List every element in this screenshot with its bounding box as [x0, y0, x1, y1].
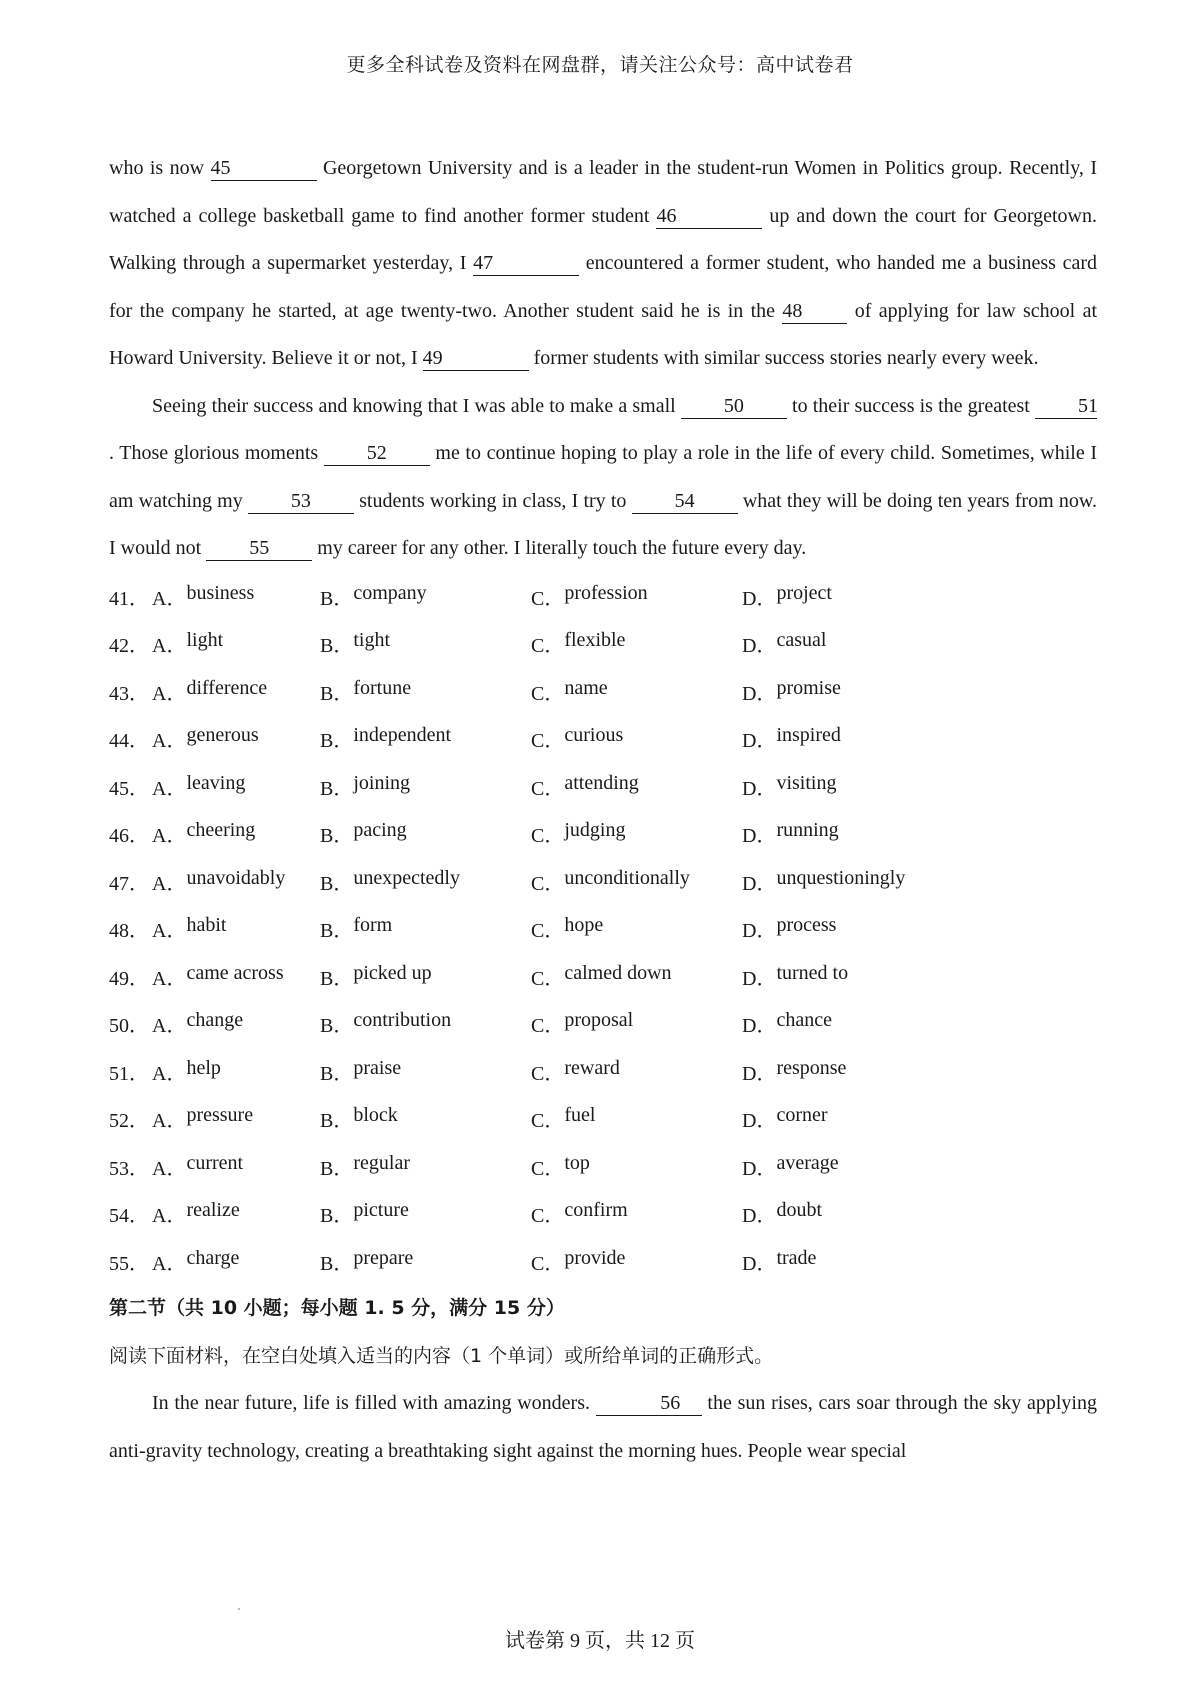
option-a — [152, 582, 320, 611]
option-a — [152, 772, 320, 801]
option-letter: D． — [742, 920, 777, 943]
option-letter: B． — [320, 872, 354, 895]
option-letter: C． — [531, 730, 565, 753]
option-letter: D． — [742, 872, 777, 895]
question-number: 54． — [109, 1205, 149, 1228]
option-text: difference — [186, 676, 268, 699]
option-c — [531, 1247, 742, 1276]
question-number: 43． — [109, 682, 149, 705]
option-letter: D． — [742, 1062, 777, 1085]
option-c — [531, 819, 742, 848]
option-letter: D． — [742, 1157, 777, 1180]
question-row — [109, 953, 1097, 1001]
option-c — [531, 629, 742, 658]
option-d — [742, 1104, 953, 1133]
option-letter: B． — [320, 682, 354, 705]
option-letter: C． — [531, 825, 565, 848]
option-text: corner — [776, 1104, 828, 1127]
option-letter: A． — [152, 587, 187, 610]
section-title: 第二节（共 10 小题；每小题 1. 5 分，满分 15 分） — [109, 1297, 565, 1319]
option-a — [152, 724, 320, 753]
option-d — [742, 914, 953, 943]
option-letter: D． — [742, 825, 777, 848]
option-letter: D． — [742, 635, 777, 658]
option-letter: C． — [531, 587, 565, 610]
option-letter: B． — [320, 1015, 354, 1038]
option-letter: A． — [152, 967, 187, 990]
option-a — [152, 962, 320, 991]
option-letter: D． — [742, 1015, 777, 1038]
option-text: calmed down — [564, 961, 672, 984]
option-text: unquestioningly — [776, 866, 906, 889]
option-b — [320, 1152, 531, 1181]
option-text: pressure — [186, 1104, 254, 1127]
option-letter: A． — [152, 1205, 187, 1228]
option-text: doubt — [776, 1199, 823, 1222]
option-c — [531, 1009, 742, 1038]
option-letter: C． — [531, 1205, 565, 1228]
option-text: unexpectedly — [353, 866, 460, 889]
question-row — [109, 620, 1097, 668]
option-b — [320, 1199, 531, 1228]
option-text: prepare — [353, 1246, 414, 1269]
option-text: profession — [564, 581, 648, 604]
option-b — [320, 962, 531, 991]
text-segment: to their success is the greatest — [786, 394, 1035, 417]
text-segment: students working in class, I try to — [353, 489, 632, 512]
option-text: attending — [564, 771, 639, 794]
text-segment: former students with similar success stories nearly every week. — [528, 347, 1039, 369]
option-b — [320, 629, 531, 658]
question-number: 49． — [109, 967, 149, 990]
text-segment: what they will be doing ten years from now. I would not — [109, 489, 1097, 559]
question-row — [109, 668, 1097, 716]
option-b — [320, 772, 531, 801]
option-c — [531, 582, 742, 611]
question-number: 51． — [109, 1062, 149, 1085]
option-text: contribution — [353, 1009, 452, 1032]
blank-53: 53 — [248, 489, 354, 514]
question-row — [109, 1238, 1097, 1286]
question-row — [109, 858, 1097, 906]
option-c — [531, 1199, 742, 1228]
option-text: picked up — [353, 961, 432, 984]
option-letter: B． — [320, 1205, 354, 1228]
option-text: provide — [564, 1246, 626, 1269]
option-d — [742, 1057, 953, 1086]
option-letter: D． — [742, 1205, 777, 1228]
option-letter: D． — [742, 587, 777, 610]
blank-49: 49 — [423, 346, 529, 371]
option-b — [320, 914, 531, 943]
option-letter: C． — [531, 635, 565, 658]
text-segment: up and down the court for Georgetown. Walking through a supermarket yesterday, I — [109, 204, 1097, 274]
option-letter: B． — [320, 967, 354, 990]
option-text: confirm — [564, 1199, 628, 1222]
option-letter: C． — [531, 1062, 565, 1085]
option-a — [152, 914, 320, 943]
option-letter: A． — [152, 777, 187, 800]
option-text: running — [776, 819, 839, 842]
option-letter: B． — [320, 1252, 354, 1275]
passage-paragraph-2 — [109, 383, 1097, 573]
question-number: 55． — [109, 1252, 149, 1275]
text-segment: encountered a former student, who handed me a business card for the company he started, at age twenty-two. Another student said he is in the — [109, 252, 1097, 322]
option-b — [320, 1104, 531, 1133]
option-d — [742, 629, 953, 658]
question-row — [109, 1143, 1097, 1191]
question-number: 45． — [109, 777, 149, 800]
question-row — [109, 810, 1097, 858]
option-d — [742, 962, 953, 991]
option-letter: C． — [531, 1157, 565, 1180]
option-letter: C． — [531, 777, 565, 800]
passage-paragraph-3 — [109, 1380, 1097, 1475]
option-text: help — [186, 1056, 221, 1079]
option-text: top — [564, 1151, 590, 1174]
option-d — [742, 582, 953, 611]
page-footer: 试卷第 9 页，共 12 页 — [505, 1630, 695, 1652]
option-letter: A． — [152, 682, 187, 705]
blank-45: 45 — [211, 156, 317, 181]
text-segment: Georgetown University and is a leader in the student-run Women in Politics group. Recently, I watched a college basketball game to find another former student — [109, 157, 1097, 227]
option-c — [531, 772, 742, 801]
option-a — [152, 1152, 320, 1181]
text-segment: my career for any other. I literally touch the future every day. — [312, 537, 807, 559]
blank-54: 54 — [632, 489, 738, 514]
option-text: independent — [353, 724, 452, 747]
option-text: unavoidably — [186, 866, 286, 889]
option-letter: A． — [152, 1015, 187, 1038]
option-letter: A． — [152, 1157, 187, 1180]
question-row — [109, 905, 1097, 953]
option-letter: B． — [320, 1110, 354, 1133]
question-number: 50． — [109, 1015, 149, 1038]
question-number: 46． — [109, 825, 149, 848]
page-header-banner: 更多全科试卷及资料在网盘群，请关注公众号：高中试卷君 — [346, 55, 854, 76]
section-instruction: 阅读下面材料，在空白处填入适当的内容（1 个单词）或所给单词的正确形式。 — [109, 1344, 774, 1367]
option-text: habit — [186, 914, 227, 937]
option-letter: B． — [320, 777, 354, 800]
option-text: cheering — [186, 819, 256, 842]
option-text: picture — [353, 1199, 409, 1222]
option-letter: B． — [320, 730, 354, 753]
question-number: 52． — [109, 1110, 149, 1133]
option-b — [320, 724, 531, 753]
blank-51: 51 — [1035, 394, 1097, 419]
option-b — [320, 677, 531, 706]
option-text: unconditionally — [564, 866, 690, 889]
option-letter: D． — [742, 730, 777, 753]
option-text: average — [776, 1151, 839, 1174]
option-text: praise — [353, 1056, 402, 1079]
blank-46: 46 — [656, 204, 762, 229]
option-d — [742, 1009, 953, 1038]
option-text: joining — [353, 771, 411, 794]
question-row — [109, 715, 1097, 763]
option-text: project — [776, 581, 832, 604]
question-number: 42． — [109, 635, 149, 658]
option-b — [320, 1057, 531, 1086]
option-text: generous — [186, 724, 259, 747]
option-letter: B． — [320, 635, 354, 658]
question-options-list — [109, 573, 1097, 1286]
question-row — [109, 1190, 1097, 1238]
option-text: business — [186, 581, 255, 604]
option-letter: B． — [320, 825, 354, 848]
option-letter: A． — [152, 920, 187, 943]
blank-52: 52 — [324, 441, 430, 466]
question-row — [109, 763, 1097, 811]
option-d — [742, 867, 953, 896]
option-c — [531, 914, 742, 943]
option-b — [320, 582, 531, 611]
option-letter: A． — [152, 1252, 187, 1275]
option-letter: A． — [152, 825, 187, 848]
question-number: 41． — [109, 587, 149, 610]
option-d — [742, 1199, 953, 1228]
option-letter: C． — [531, 967, 565, 990]
option-letter: B． — [320, 1157, 354, 1180]
option-text: casual — [776, 629, 827, 652]
blank-56: 56 — [596, 1391, 702, 1416]
question-number: 47． — [109, 872, 149, 895]
question-row — [109, 1000, 1097, 1048]
option-b — [320, 1247, 531, 1276]
option-text: turned to — [776, 961, 849, 984]
option-text: regular — [353, 1151, 410, 1174]
option-a — [152, 867, 320, 896]
option-d — [742, 819, 953, 848]
option-letter: C． — [531, 682, 565, 705]
text-segment: Seeing their success and knowing that I was able to make a small — [152, 394, 681, 417]
option-d — [742, 724, 953, 753]
option-a — [152, 677, 320, 706]
option-a — [152, 819, 320, 848]
option-a — [152, 1057, 320, 1086]
option-text: fuel — [564, 1104, 596, 1127]
blank-50: 50 — [681, 394, 787, 419]
option-text: response — [776, 1056, 847, 1079]
blank-47: 47 — [473, 251, 579, 276]
option-letter: D． — [742, 967, 777, 990]
option-letter: A． — [152, 1062, 187, 1085]
option-text: hope — [564, 914, 604, 937]
option-text: promise — [776, 676, 841, 699]
option-d — [742, 1152, 953, 1181]
option-text: name — [564, 676, 608, 699]
option-text: came across — [186, 961, 284, 984]
option-text: realize — [186, 1199, 240, 1222]
blank-48: 48 — [782, 299, 847, 324]
option-text: process — [776, 914, 837, 937]
text-segment: . Those glorious moments — [109, 442, 324, 464]
option-c — [531, 867, 742, 896]
option-text: judging — [564, 819, 626, 842]
option-c — [531, 724, 742, 753]
option-c — [531, 962, 742, 991]
passage-paragraph-1 — [109, 145, 1097, 383]
option-a — [152, 1247, 320, 1276]
option-letter: B． — [320, 587, 354, 610]
option-b — [320, 1009, 531, 1038]
option-b — [320, 819, 531, 848]
option-letter: B． — [320, 1062, 354, 1085]
option-a — [152, 1104, 320, 1133]
option-letter: C． — [531, 1110, 565, 1133]
option-c — [531, 1057, 742, 1086]
option-b — [320, 867, 531, 896]
text-segment: who is now — [109, 157, 211, 179]
question-row — [109, 1048, 1097, 1096]
option-c — [531, 1104, 742, 1133]
option-a — [152, 1009, 320, 1038]
option-letter: D． — [742, 1252, 777, 1275]
option-text: chance — [776, 1009, 832, 1032]
question-number: 48． — [109, 920, 149, 943]
option-text: current — [186, 1151, 244, 1174]
text-segment: me to continue hoping to play a role in the life of every child. Sometimes, while I am watching my — [109, 442, 1098, 512]
option-d — [742, 677, 953, 706]
option-text: block — [353, 1104, 398, 1127]
option-text: change — [186, 1009, 244, 1032]
text-segment: In the near future, life is filled with amazing wonders. — [152, 1392, 596, 1414]
option-text: reward — [564, 1056, 620, 1079]
option-text: light — [186, 629, 224, 652]
option-d — [742, 772, 953, 801]
option-letter: C． — [531, 1015, 565, 1038]
question-row — [109, 1095, 1097, 1143]
option-letter: B． — [320, 920, 354, 943]
option-letter: C． — [531, 1252, 565, 1275]
option-letter: A． — [152, 730, 187, 753]
option-a — [152, 629, 320, 658]
option-c — [531, 1152, 742, 1181]
option-text: visiting — [776, 771, 837, 794]
option-text: leaving — [186, 771, 246, 794]
option-text: inspired — [776, 724, 841, 747]
option-text: flexible — [564, 629, 626, 652]
question-number: 53． — [109, 1157, 149, 1180]
option-letter: A． — [152, 1110, 187, 1133]
option-text: form — [353, 914, 393, 937]
option-letter: D． — [742, 682, 777, 705]
text-segment: of applying for law school at Howard University. Believe it or not, I — [109, 299, 1097, 369]
option-letter: C． — [531, 872, 565, 895]
option-text: fortune — [353, 676, 412, 699]
text-segment: the sun rises, cars soar through the sky applying anti-gravity technology, creating a breathtaking sight against the morning hues. People wear special — [109, 1392, 1097, 1462]
option-text: pacing — [353, 819, 407, 842]
option-letter: D． — [742, 777, 777, 800]
option-c — [531, 677, 742, 706]
option-letter: C． — [531, 920, 565, 943]
option-letter: A． — [152, 635, 187, 658]
scan-speck — [238, 1608, 240, 1610]
question-row — [109, 573, 1097, 621]
option-text: trade — [776, 1246, 817, 1269]
option-text: tight — [353, 629, 391, 652]
option-text: charge — [186, 1246, 240, 1269]
option-d — [742, 1247, 953, 1276]
question-number: 44． — [109, 730, 149, 753]
exam-content — [109, 145, 1097, 1475]
option-text: company — [353, 581, 427, 604]
option-letter: D． — [742, 1110, 777, 1133]
option-a — [152, 1199, 320, 1228]
option-letter: A． — [152, 872, 187, 895]
option-text: curious — [564, 724, 624, 747]
option-text: proposal — [564, 1009, 634, 1032]
blank-55: 55 — [206, 536, 312, 561]
